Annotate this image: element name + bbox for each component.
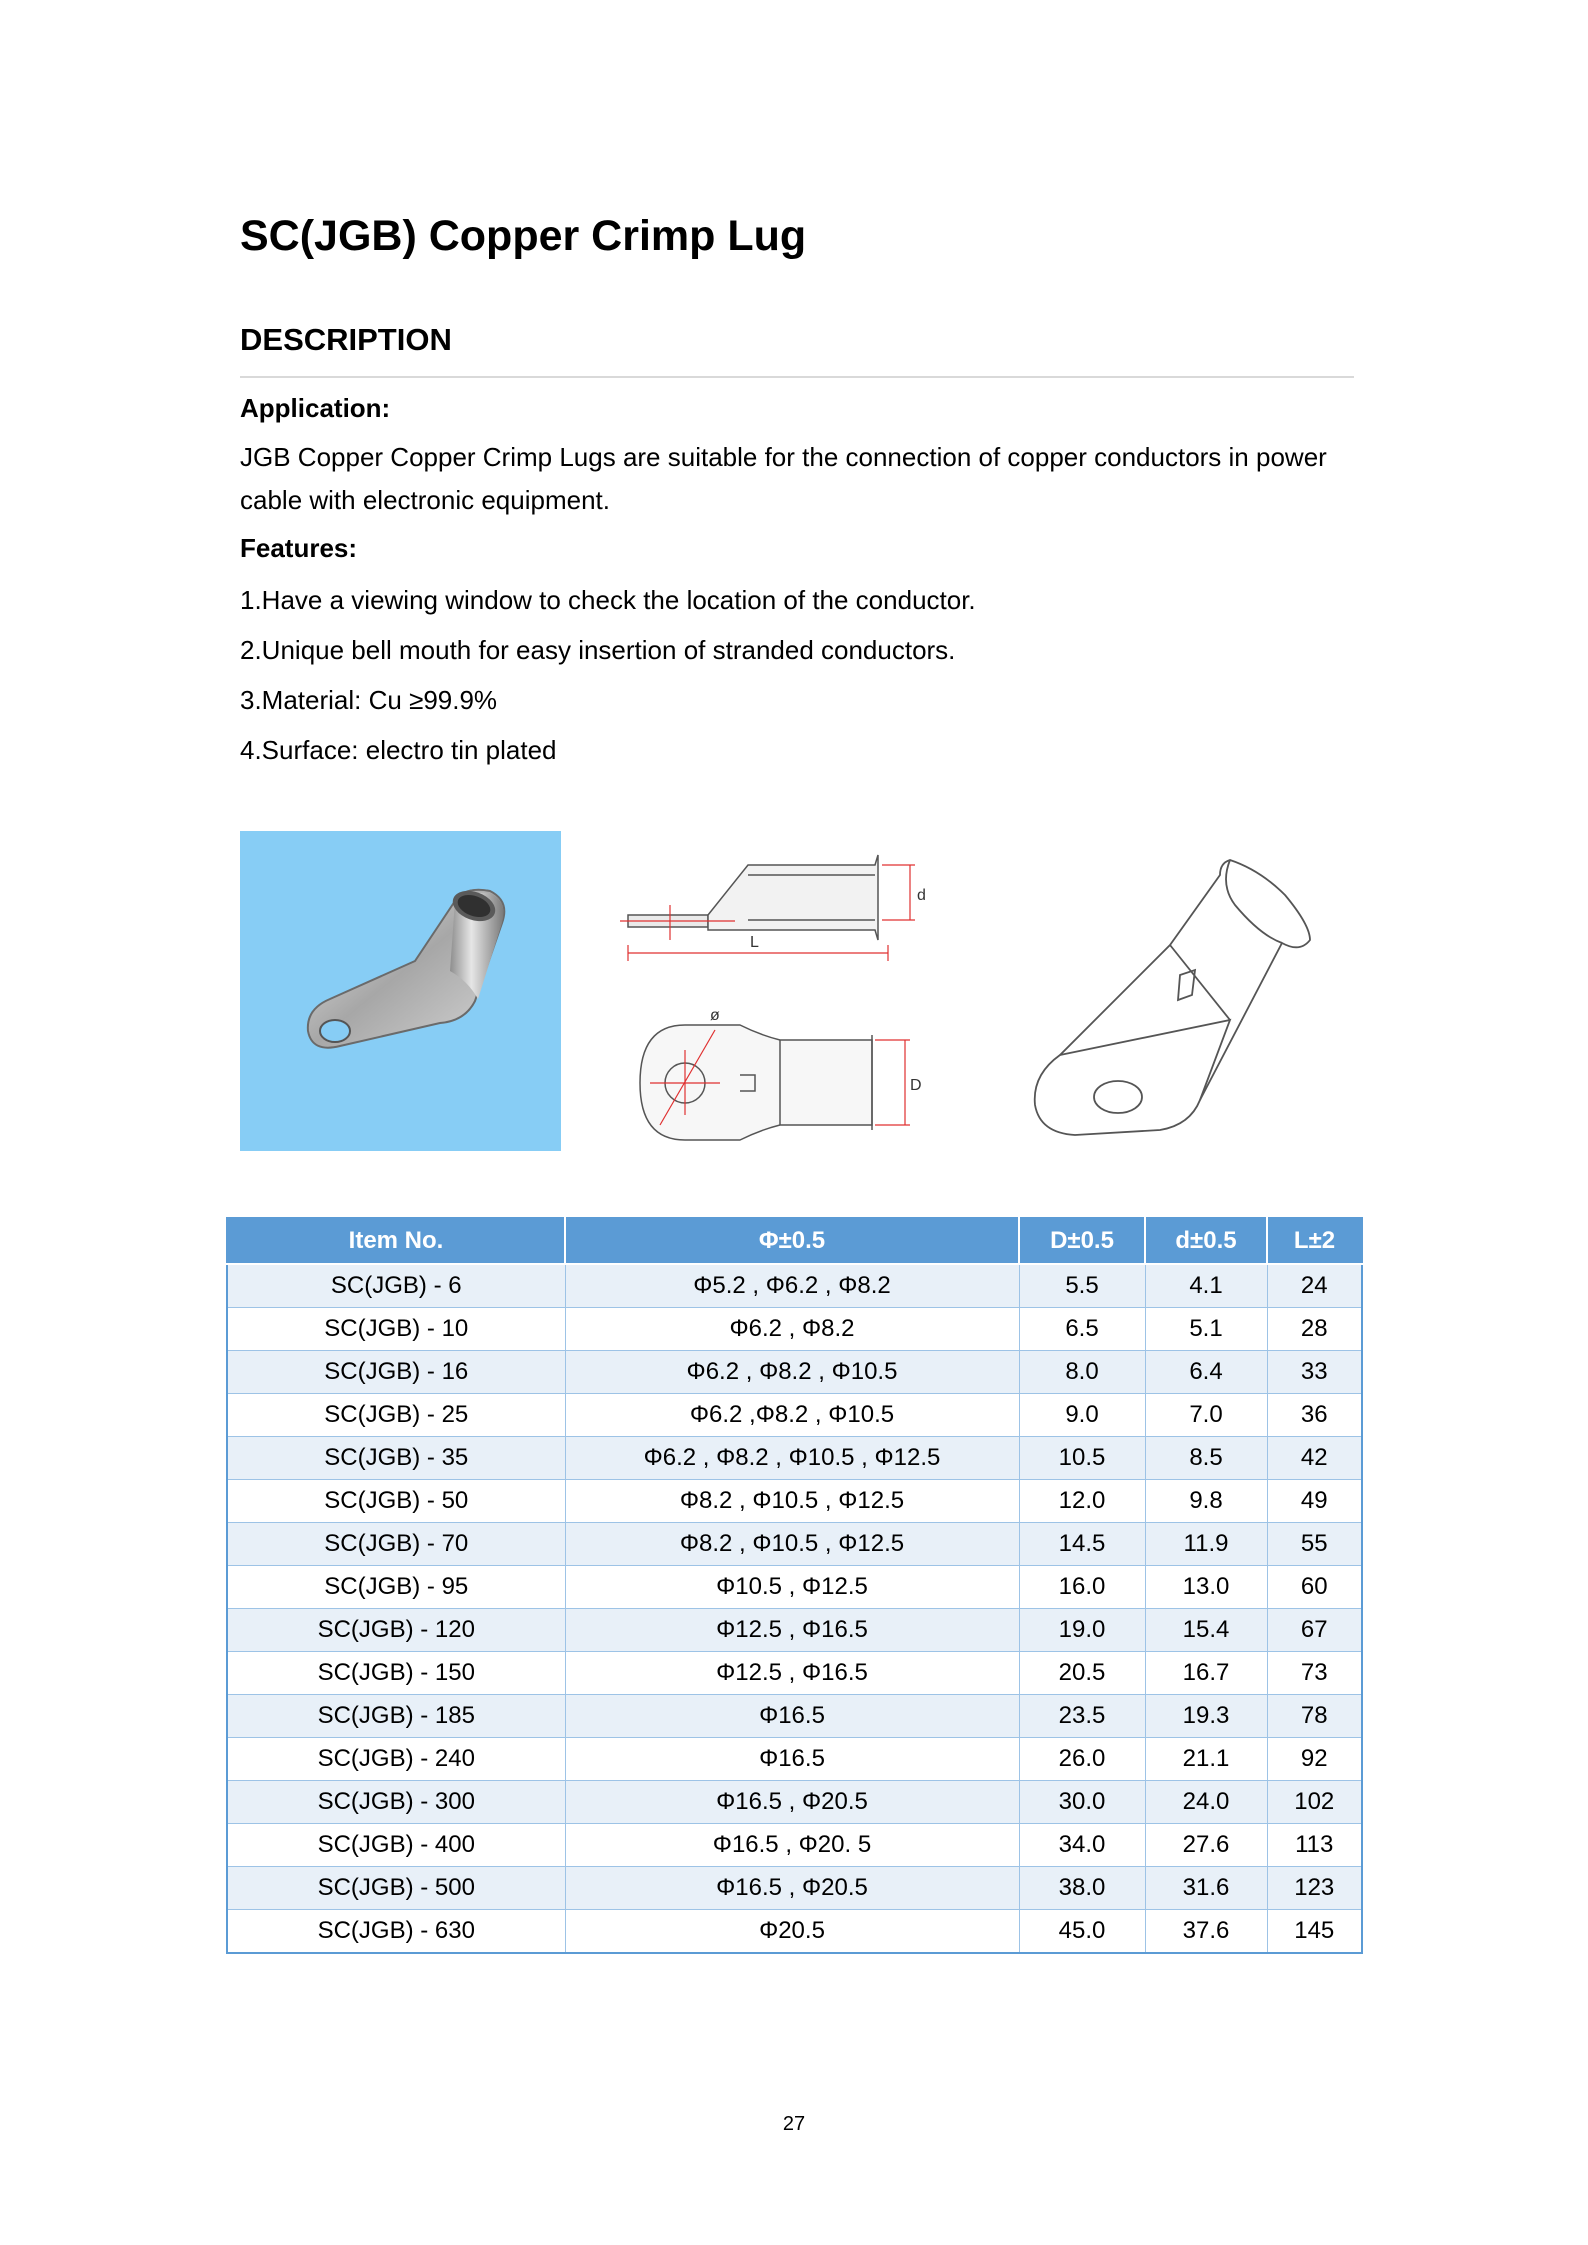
table-cell: 33 (1267, 1351, 1362, 1394)
table-cell: 60 (1267, 1566, 1362, 1609)
table-cell: SC(JGB) - 95 (227, 1566, 565, 1609)
table-cell: 28 (1267, 1308, 1362, 1351)
table-row (227, 1308, 1362, 1351)
table-cell: 113 (1267, 1824, 1362, 1867)
table-cell: SC(JGB) - 300 (227, 1781, 565, 1824)
table-cell: Φ6.2 , Φ8.2 (565, 1308, 1019, 1351)
table-row (227, 1695, 1362, 1738)
table-row (227, 1566, 1362, 1609)
table-cell: 6.4 (1145, 1351, 1267, 1394)
table-cell: Φ12.5 , Φ16.5 (565, 1609, 1019, 1652)
table-cell: Φ6.2 , Φ8.2 , Φ10.5 (565, 1351, 1019, 1394)
features-label: Features: (240, 533, 358, 563)
feature-item: 4.Surface: electro tin plated (240, 735, 557, 765)
table-row (227, 1351, 1362, 1394)
table-cell: 30.0 (1019, 1781, 1145, 1824)
table-cell: Φ6.2 ,Φ8.2 , Φ10.5 (565, 1394, 1019, 1437)
table-cell: 15.4 (1145, 1609, 1267, 1652)
table-cell: SC(JGB) - 150 (227, 1652, 565, 1695)
table-row (227, 1781, 1362, 1824)
table-cell: SC(JGB) - 240 (227, 1738, 565, 1781)
table-cell: SC(JGB) - 35 (227, 1437, 565, 1480)
table-row (227, 1609, 1362, 1652)
table-cell: 123 (1267, 1867, 1362, 1910)
table-cell: 73 (1267, 1652, 1362, 1695)
application-text: JGB Copper Copper Crimp Lugs are suitable for the connection of copper conductors in power cable with electronic equipment. (240, 442, 1327, 515)
table-cell: Φ12.5 , Φ16.5 (565, 1652, 1019, 1695)
table-cell: 36 (1267, 1394, 1362, 1437)
table-cell: 14.5 (1019, 1523, 1145, 1566)
table-cell: 38.0 (1019, 1867, 1145, 1910)
table-cell: SC(JGB) - 185 (227, 1695, 565, 1738)
table-cell: Φ20.5 (565, 1910, 1019, 1954)
table-cell: Φ8.2 , Φ10.5 , Φ12.5 (565, 1523, 1019, 1566)
table-cell: 13.0 (1145, 1566, 1267, 1609)
table-cell: Φ16.5 (565, 1695, 1019, 1738)
table-body (227, 1264, 1362, 1953)
column-header-L: L±2 (1267, 1218, 1362, 1264)
table-cell: 21.1 (1145, 1738, 1267, 1781)
table-cell: Φ8.2 , Φ10.5 , Φ12.5 (565, 1480, 1019, 1523)
table-cell: 145 (1267, 1910, 1362, 1954)
column-header-phi: Φ±0.5 (565, 1218, 1019, 1264)
product-photo (240, 831, 561, 1151)
table-row (227, 1867, 1362, 1910)
feature-item: 2.Unique bell mouth for easy insertion of stranded conductors. (240, 635, 956, 665)
table-cell: Φ10.5 , Φ12.5 (565, 1566, 1019, 1609)
perspective-outline-drawing (1020, 845, 1350, 1145)
table-cell: 16.7 (1145, 1652, 1267, 1695)
table-cell: 19.3 (1145, 1695, 1267, 1738)
feature-item: 1.Have a viewing window to check the location of the conductor. (240, 585, 976, 615)
table-cell: 31.6 (1145, 1867, 1267, 1910)
table-row (227, 1480, 1362, 1523)
table-cell: 4.1 (1145, 1264, 1267, 1308)
table-cell: 67 (1267, 1609, 1362, 1652)
table-cell: SC(JGB) - 500 (227, 1867, 565, 1910)
table-cell: 9.8 (1145, 1480, 1267, 1523)
table-cell: 34.0 (1019, 1824, 1145, 1867)
table-header-row (227, 1218, 1362, 1264)
top-view-drawing (620, 995, 940, 1155)
dimension-label-phi: ø (710, 1007, 720, 1024)
table-cell: 92 (1267, 1738, 1362, 1781)
dimension-label-D: D (910, 1077, 922, 1094)
section-heading-description: DESCRIPTION (240, 322, 452, 357)
table-cell: 24.0 (1145, 1781, 1267, 1824)
table-cell: SC(JGB) - 16 (227, 1351, 565, 1394)
table-cell: 8.0 (1019, 1351, 1145, 1394)
table-cell: 19.0 (1019, 1609, 1145, 1652)
table-cell: 24 (1267, 1264, 1362, 1308)
table-row (227, 1523, 1362, 1566)
table-cell: 20.5 (1019, 1652, 1145, 1695)
table-cell: 8.5 (1145, 1437, 1267, 1480)
table-cell: 37.6 (1145, 1910, 1267, 1954)
application-label: Application: (240, 393, 391, 423)
table-cell: 26.0 (1019, 1738, 1145, 1781)
table-cell: 49 (1267, 1480, 1362, 1523)
table-cell: 6.5 (1019, 1308, 1145, 1351)
table-cell: 7.0 (1145, 1394, 1267, 1437)
table-cell: 42 (1267, 1437, 1362, 1480)
table-cell: Φ16.5 , Φ20.5 (565, 1867, 1019, 1910)
side-view-drawing (620, 845, 940, 985)
table-cell: 5.1 (1145, 1308, 1267, 1351)
feature-item: 3.Material: Cu ≥99.9% (240, 685, 498, 715)
table-cell: Φ16.5 , Φ20.5 (565, 1781, 1019, 1824)
table-cell: Φ16.5 , Φ20. 5 (565, 1824, 1019, 1867)
table-cell: SC(JGB) - 400 (227, 1824, 565, 1867)
table-row (227, 1824, 1362, 1867)
table-cell: 102 (1267, 1781, 1362, 1824)
table-row (227, 1910, 1362, 1954)
page-title: SC(JGB) Copper Crimp Lug (240, 212, 807, 260)
table-cell: SC(JGB) - 50 (227, 1480, 565, 1523)
table-cell: 10.5 (1019, 1437, 1145, 1480)
table-cell: 9.0 (1019, 1394, 1145, 1437)
table-row (227, 1394, 1362, 1437)
table-row (227, 1738, 1362, 1781)
table-cell: Φ16.5 (565, 1738, 1019, 1781)
table-cell: SC(JGB) - 6 (227, 1264, 565, 1308)
column-header-D: D±0.5 (1019, 1218, 1145, 1264)
table-cell: 27.6 (1145, 1824, 1267, 1867)
table-cell: SC(JGB) - 120 (227, 1609, 565, 1652)
table-cell: SC(JGB) - 630 (227, 1910, 565, 1954)
page-number: 27 (782, 2113, 806, 2135)
table-cell: SC(JGB) - 25 (227, 1394, 565, 1437)
table-cell: 78 (1267, 1695, 1362, 1738)
dimension-label-d: d (917, 887, 926, 904)
table-cell: Φ6.2 , Φ8.2 , Φ10.5 , Φ12.5 (565, 1437, 1019, 1480)
dimension-label-L: L (750, 934, 759, 951)
column-header-d: d±0.5 (1145, 1218, 1267, 1264)
table-cell: 12.0 (1019, 1480, 1145, 1523)
table-cell: Φ5.2 , Φ6.2 , Φ8.2 (565, 1264, 1019, 1308)
specification-table (226, 1217, 1363, 1954)
copper-lug-photo-image (240, 831, 561, 1151)
table-row (227, 1652, 1362, 1695)
table-cell: 55 (1267, 1523, 1362, 1566)
column-header-item-no: Item No. (227, 1218, 565, 1264)
table-cell: SC(JGB) - 10 (227, 1308, 565, 1351)
table-cell: 11.9 (1145, 1523, 1267, 1566)
table-cell: SC(JGB) - 70 (227, 1523, 565, 1566)
table-row (227, 1264, 1362, 1308)
table-row (227, 1437, 1362, 1480)
table-cell: 5.5 (1019, 1264, 1145, 1308)
section-divider (240, 376, 1354, 378)
table-cell: 45.0 (1019, 1910, 1145, 1954)
table-cell: 23.5 (1019, 1695, 1145, 1738)
table-cell: 16.0 (1019, 1566, 1145, 1609)
